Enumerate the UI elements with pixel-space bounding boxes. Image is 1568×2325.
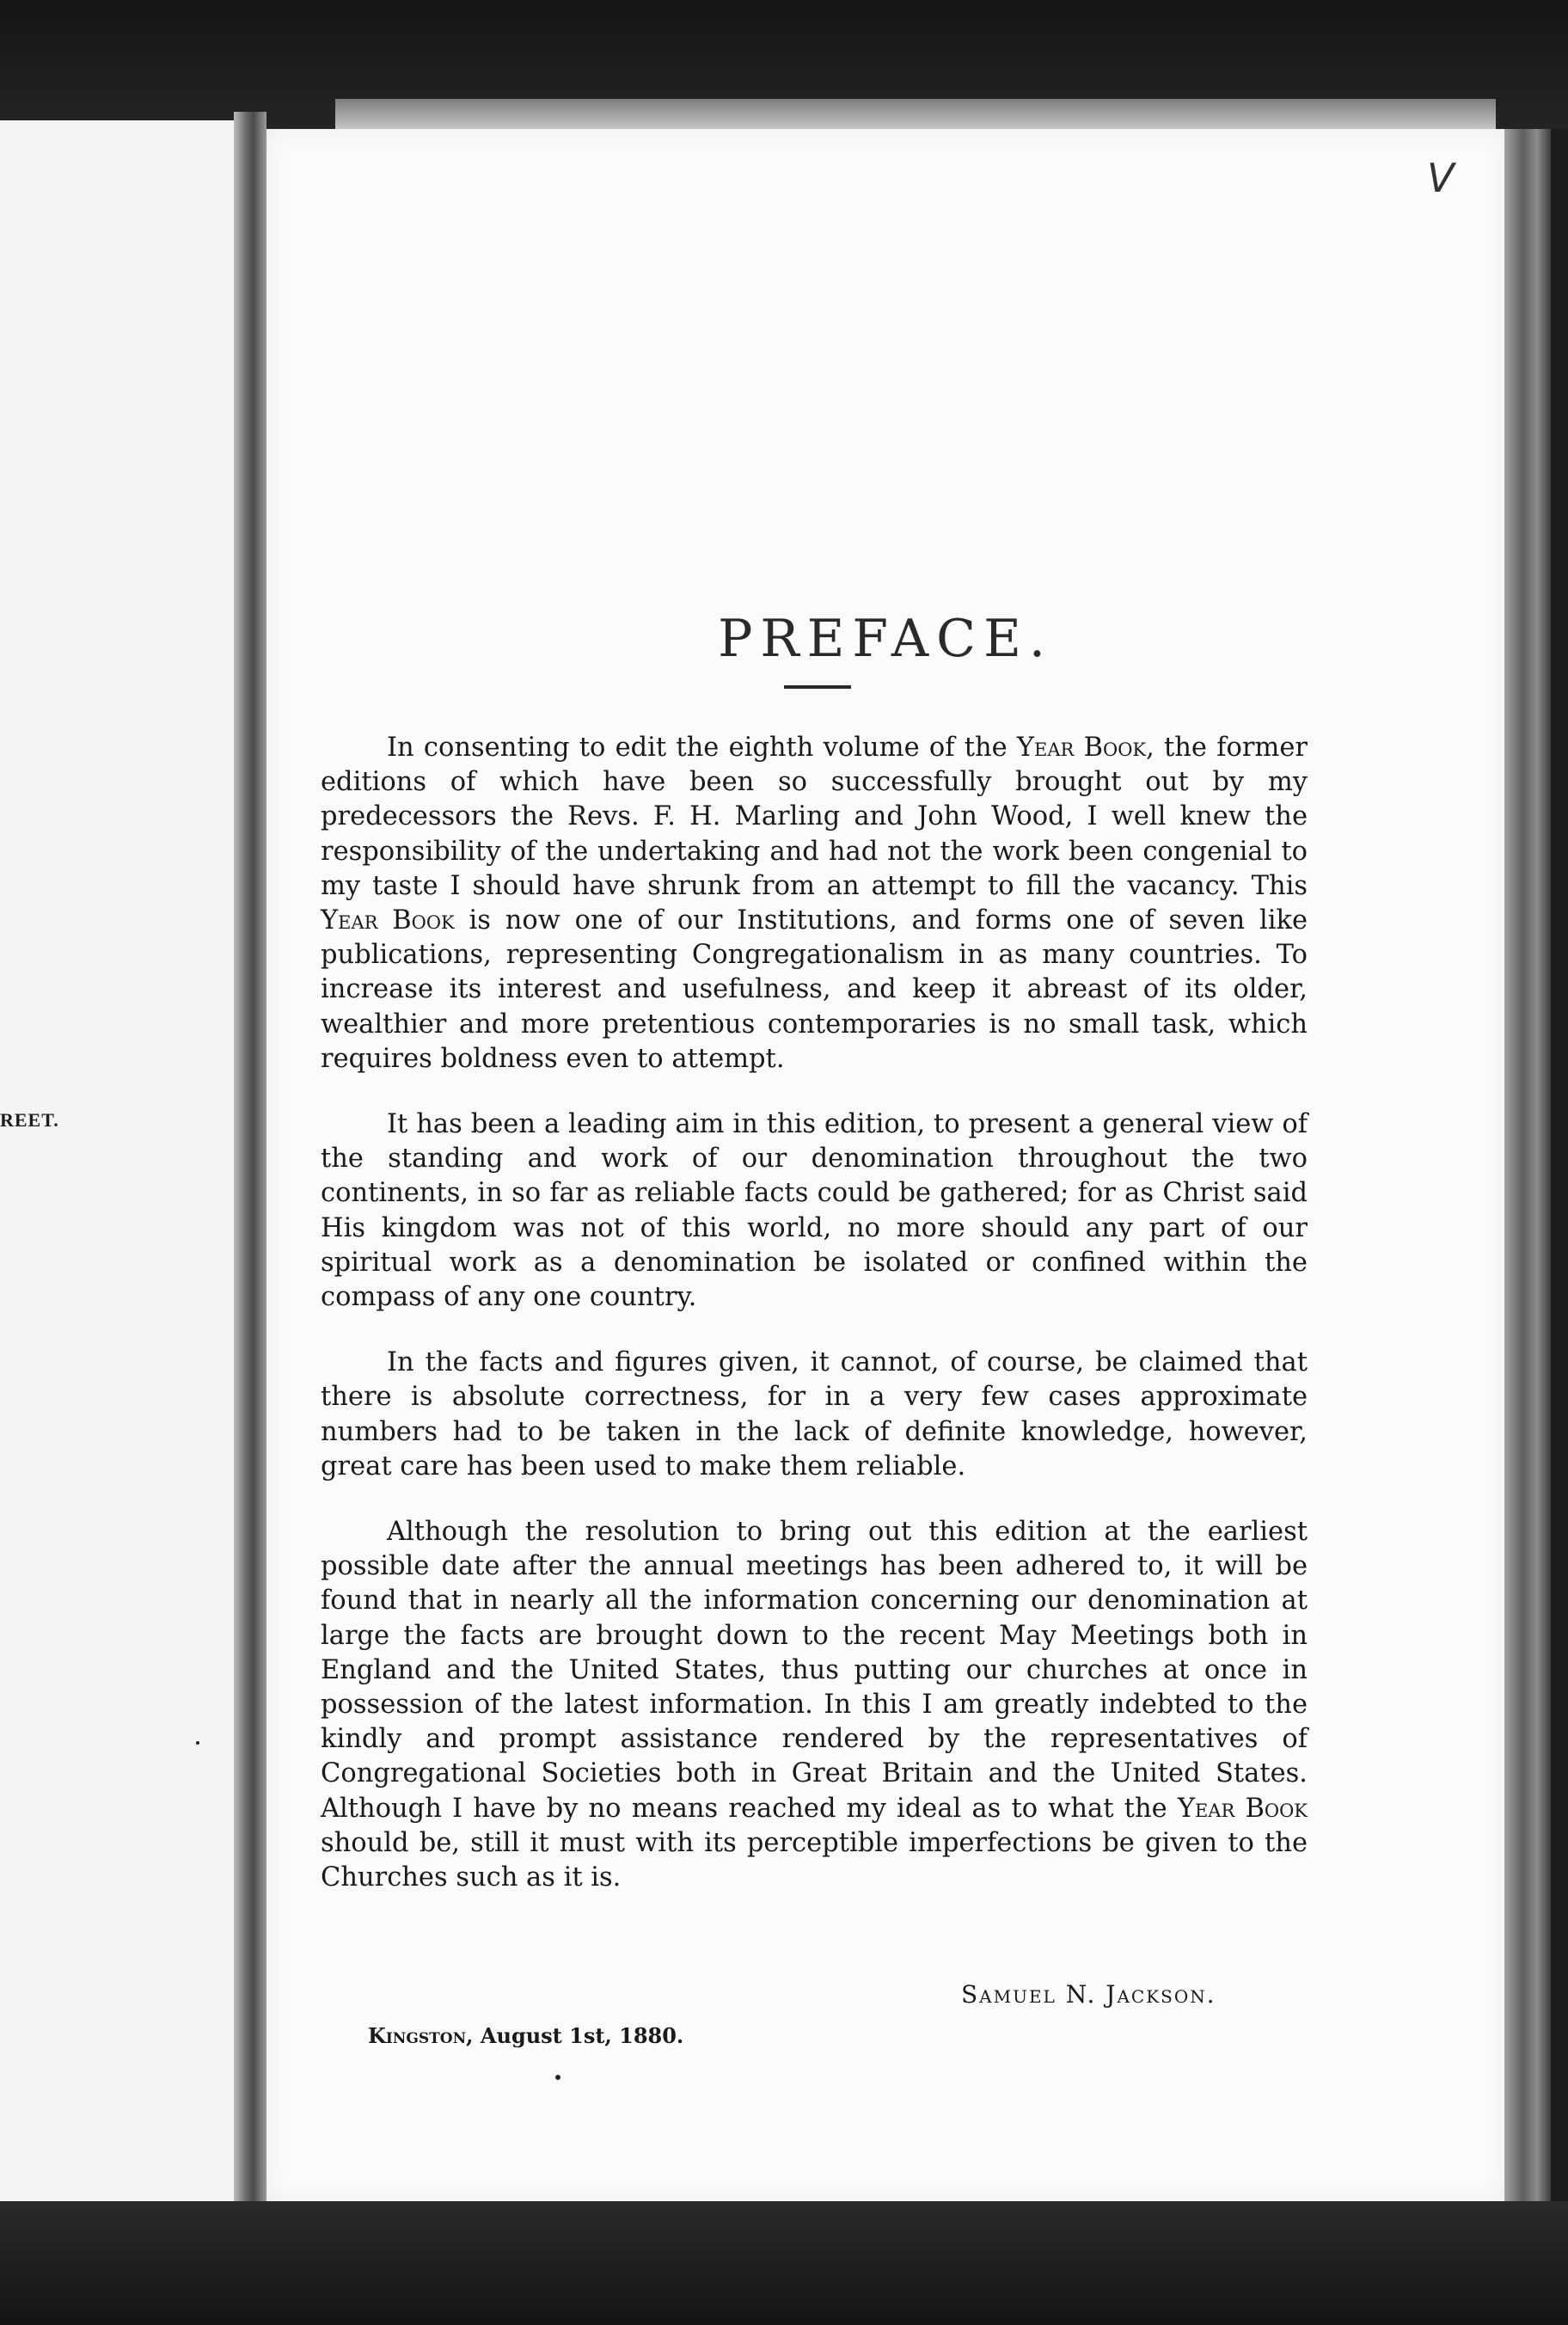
dateline (368, 2023, 683, 2048)
pencil-check-mark: V (1427, 155, 1455, 201)
page-stack-edge (1504, 129, 1551, 2201)
year-book-title: Year Book (321, 905, 455, 936)
year-book-title: Year Book (1016, 733, 1147, 763)
paragraph: In consenting to edit the eighth volume of the Year Book, the former editions of which have been so successfully brought out by my predecessors the Revs. F. H. Marling and John Wood, I well knew the responsibility of the undertaking and had not the work been congenial to my taste I should have shrunk from an attempt to fill the vacancy. This Year Book is now one of our Institutions, and forms one of seven like publications, representing Congregationalism in as many countries. To increase its interest and usefulness, and keep it abreast of its older, wealthier and more pretentious contemporaries is no small task, which requires boldness even to attempt. (321, 733, 1308, 1074)
page-title: PREFACE. (718, 609, 1053, 670)
paragraph: In the facts and figures given, it cannot, of course, be claimed that there is absolute correctness, for in a very few cases approximate numbers had to be taken in the lack of definite knowledge, however, great care has been used to make them reliable. (321, 1347, 1308, 1481)
year-book-title: Year Book (1177, 1793, 1308, 1824)
paragraph: Although the resolution to bring out this edition at the earliest possible date after the annual meetings has been adhered to, it will be found that in nearly all the information concerning our denomination at large the facts are brought down to the recent May Meetings both in England and the United States, thus putting our churches at once in possession of the latest information. In this I am greatly indebted to the kindly and prompt assistance rendered by the representatives of Congregational Societies both in Great Britain and the United States. Although I have by no means reached my ideal as to what the Year Book should be, still it must with its perceptible imperfections be given to the Churches such as it is. (321, 1517, 1308, 1893)
ink-speck (555, 2075, 560, 2080)
paragraph: It has been a leading aim in this edition, to present a general view of the standing and work of our denomination throughout the two continents, in so far as reliable facts could be gathered; for as Christ said His kingdom was not of this world, no more should any part of our spiritual work as a denomination be isolated or confined within the compass of any one country. (321, 1109, 1308, 1313)
dateline-date: , August 1st, 1880. (466, 2023, 684, 2048)
title-rule (784, 685, 851, 689)
page-top-edge (335, 99, 1496, 133)
scan-background-bottom (0, 2201, 1568, 2325)
facing-page (0, 120, 234, 2201)
dateline-place: Kingston (368, 2023, 467, 2048)
author-signature: Samuel N. Jackson. (961, 1980, 1216, 2009)
book-gutter (234, 112, 266, 2210)
facing-page-text-fragment: REET. (0, 1109, 59, 1131)
ink-speck (196, 1741, 199, 1745)
preface-body (321, 731, 1308, 1926)
